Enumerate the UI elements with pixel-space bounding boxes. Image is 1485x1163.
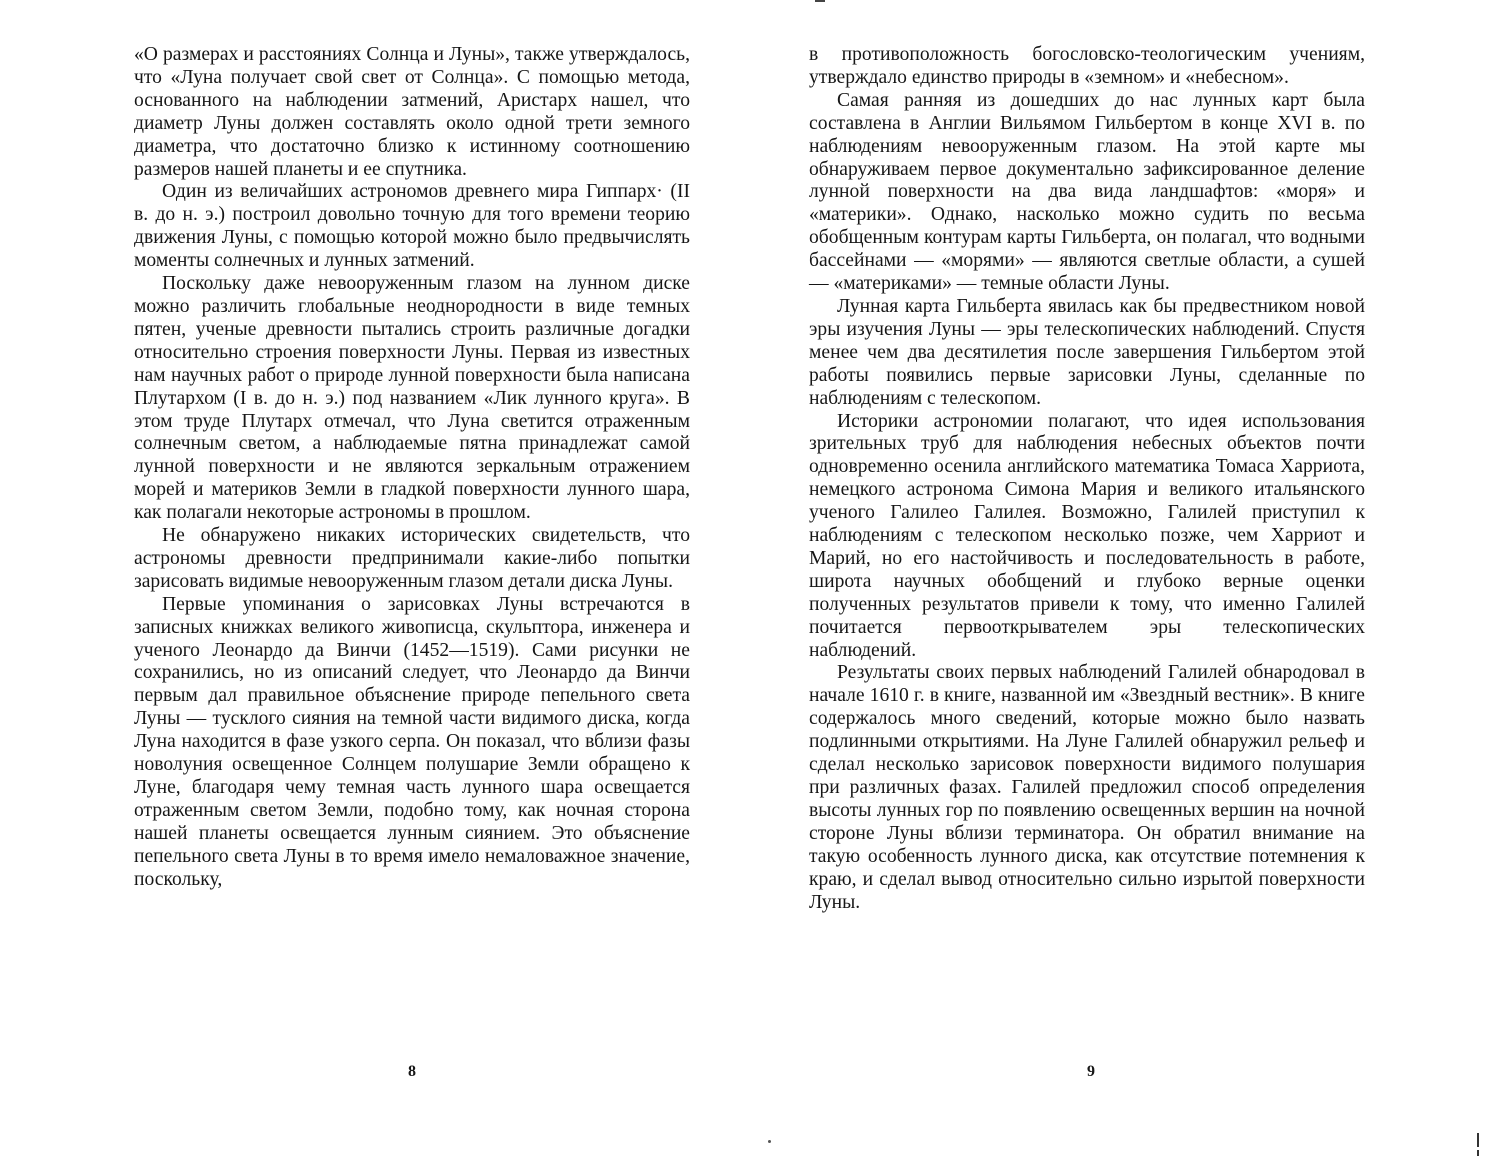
page-number-left: 8 — [408, 1063, 416, 1080]
paragraph: Первые упоминания о зарисовках Луны встречаются в записных книжках великого живописца, скульптора, инженера и ученого Леонардо да Винчи (1452—1519). Сами рисунки не сохранились, но из описаний следует, что Леонардо да Винчи первым дал правильное объяснение природе пепельного света Луны — тусклого сияния на темной части видимого диска, когда Луна находится в фазе узкого серпа. Он показал, что вблизи фазы новолуния освещенное Солнцем полушарие Земли обращено к Луне, благодаря чему темная часть лунного шара освещается отраженным светом Земли, подобно тому, как ночная сторона нашей планеты освещается лунным сиянием. Это объяснение пепельного света Луны в то время имело немаловажное значение, поскольку, — [134, 593, 690, 890]
paragraph: «О размерах и расстояниях Солнца и Луны», также утверждалось, что «Луна получает свой свет от Солнца». С помощью метода, основанного на наблюдении затмений, Аристарх нашел, что диаметр Луны должен составлять около одной трети земного диаметра, что достаточно близко к истинному соотношению размеров нашей планеты и ее спутника. — [134, 44, 690, 180]
left-page — [0, 0, 742, 1163]
right-page — [742, 0, 1485, 1163]
paragraph: Историки астрономии полагают, что идея использования зрительных труб для наблюдения небесных объектов почти одновременно осенила английского математика Томаса Харриота, немецкого астронома Симона Мария и великого итальянского ученого Галилео Галилея. Возможно, Галилей приступил к наблюдениям с телескопом несколько позже, чем Харриот и Марий, но его настойчивость и последовательность в работе, широта научных обобщений и глубоко верные оценки полученных результатов привели к тому, что именно Галилей почитается первооткрывателем эры телескопических наблюдений. — [809, 410, 1365, 661]
paragraph: Лунная карта Гильберта явилась как бы предвестником новой эры изучения Луны — эры телескопических наблюдений. Спустя менее чем два десятилетия после завершения Гильбертом этой работы появились первые зарисовки Луны, сделанные по наблюдениям с телескопом. — [809, 295, 1365, 409]
paragraph: Не обнаружено никаких исторических свидетельств, что астрономы древности предпринимали какие-либо попытки зарисовать видимые невооруженным глазом детали диска Луны. — [134, 525, 690, 592]
scan-dot — [768, 1140, 771, 1143]
edge-mark — [1477, 1150, 1479, 1156]
edge-mark — [1477, 1133, 1479, 1147]
scan-mark — [815, 0, 825, 2]
left-page-text — [134, 44, 690, 892]
right-page-text — [809, 44, 1365, 914]
paragraph: Самая ранняя из дошедших до нас лунных карт была составлена в Англии Вильямом Гильбертом в конце XVI в. по наблюдениям невооруженным глазом. На этой карте мы обнаруживаем первое документально зафиксированное деление лунной поверхности на два вида ландшафтов: «моря» и «материки». Однако, насколько можно судить по весьма обобщенным контурам карты Гильберта, он полагал, что водными бассейнами — «морями» — являются светлые области, а сушей — «материками» — темные области Луны. — [809, 89, 1365, 295]
page-number-right: 9 — [1087, 1063, 1095, 1080]
paragraph: Результаты своих первых наблюдений Галилей обнародовал в начале 1610 г. в книге, названной им «Звездный вестник». В книге содержалось много сведений, которые можно было назвать подлинными открытиями. На Луне Галилей обнаружил рельеф и сделал несколько зарисовок поверхности видимого полушария при различных фазах. Галилей предложил способ определения высоты лунных гор по появлению освещенных вершин на ночной стороне Луны вблизи терминатора. Он обратил внимание на такую особенность лунного диска, как отсутствие потемнения к краю, и сделал вывод относительно сильно изрытой поверхности Луны. — [809, 662, 1365, 913]
paragraph: в противоположность богословско-теологическим учениям, утверждало единство природы в «земном» и «небесном». — [809, 44, 1365, 88]
paragraph: Поскольку даже невооруженным глазом на лунном диске можно различить глобальные неоднородности в виде темных пятен, ученые древности пытались строить различные догадки относительно строения поверхности Луны. Первая из известных нам научных работ о природе лунной поверхности была написана Плутархом (I в. до н. э.) под названием «Лик лунного круга». В этом труде Плутарх отмечал, что Луна светится отраженным солнечным светом, а наблюдаемые пятна принадлежат самой лунной поверхности и не являются зеркальным отражением морей и материков Земли в гладкой поверхности лунного шара, как полагали некоторые астрономы в прошлом. — [134, 273, 690, 524]
paragraph: Один из величайших астрономов древнего мира Гиппарх· (II в. до н. э.) построил довольно точную для того времени теорию движения Луны, с помощью которой можно было предвычислять моменты солнечных и лунных затмений. — [134, 181, 690, 272]
